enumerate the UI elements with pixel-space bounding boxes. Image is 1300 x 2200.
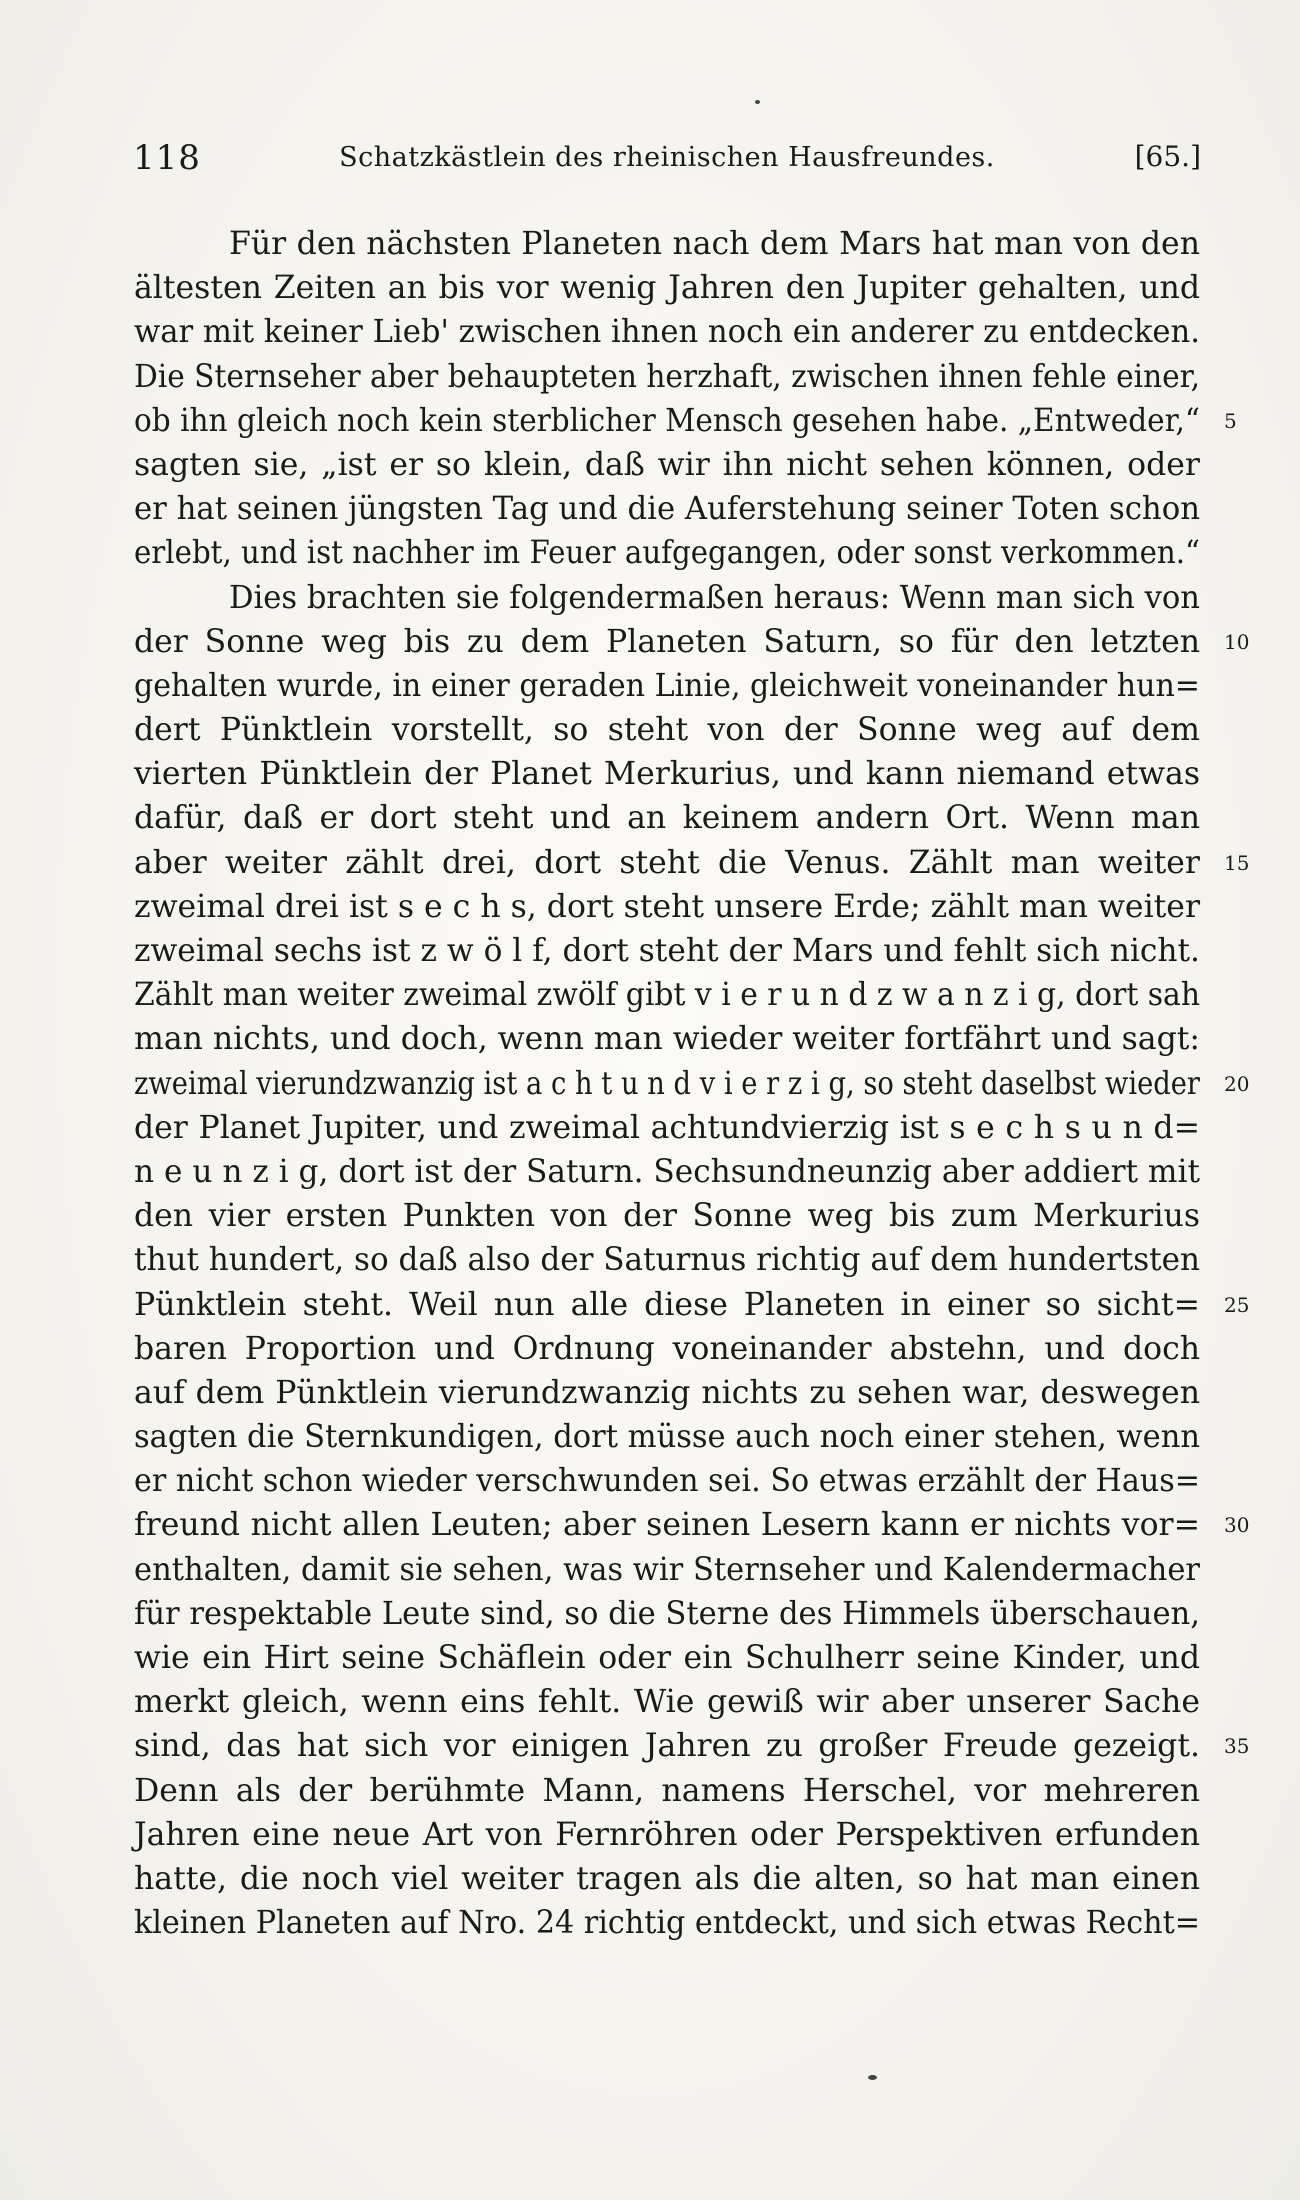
text-line-content: Zählt man weiter zweimal zwölf gibt v i e r u n d z w a n z i g, dort sah <box>134 977 1200 1014</box>
text-line <box>134 620 1250 664</box>
text-line-content: der Planet Jupiter, und zweimal achtundvierzig ist s e c h s u n d= <box>134 1109 1200 1146</box>
text-line-content: hatte, die noch viel weiter tragen als die alten, so hat man einen <box>134 1860 1200 1897</box>
text-line-content: wie ein Hirt seine Schäflein oder ein Schulherr seine Kinder, und <box>134 1640 1200 1676</box>
text-line-content: Denn als der berühmte Mann, namens Herschel, vor mehreren <box>134 1772 1200 1809</box>
line-number: 15 <box>1224 850 1250 875</box>
text-line <box>134 1813 1200 1857</box>
text-line <box>134 1017 1200 1061</box>
line-number: 20 <box>1224 1071 1250 1096</box>
text-line-content: dafür, daß er dort steht und an keinem andern Ort. Wenn man <box>134 800 1200 837</box>
section-reference: [65.] <box>1134 140 1201 173</box>
ink-speck <box>868 2075 877 2080</box>
text-line-content: war mit keiner Lieb' zwischen ihnen noch ein anderer zu entdecken. <box>134 314 1200 351</box>
text-line-content: freund nicht allen Leuten; aber seinen Lesern kann er nichts vor= <box>134 1507 1200 1544</box>
text-line-content: ältesten Zeiten an bis vor wenig Jahren den Jupiter gehalten, und <box>134 270 1200 307</box>
text-line <box>134 708 1200 752</box>
text-line-content: Dies brachten sie folgendermaßen heraus: Wenn man sich von <box>229 579 1200 616</box>
text-line <box>134 222 1200 266</box>
text-line <box>134 355 1200 399</box>
text-line <box>134 1503 1250 1547</box>
text-line <box>134 973 1200 1017</box>
text-line-content: baren Proportion und Ordnung voneinander abstehn, und doch <box>134 1330 1200 1367</box>
text-line-content: Jahren eine neue Art von Fernröhren oder Perspektiven erfunden <box>134 1816 1200 1853</box>
text-line-content: der Sonne weg bis zu dem Planeten Saturn, so für den letzten <box>134 623 1200 660</box>
text-line-content: sagten die Sternkundigen, dort müsse auch noch einer stehen, wenn <box>134 1419 1200 1456</box>
text-line <box>134 1769 1200 1813</box>
text-line <box>134 266 1200 310</box>
text-line-content: zweimal drei ist s e c h s, dort steht unsere Erde; zählt man weiter <box>134 888 1200 925</box>
page-number: 118 <box>133 138 201 178</box>
running-head: Schatzkästlein des rheinischen Hausfreundes. <box>339 142 995 173</box>
text-line-content: zweimal vierundzwanzig ist a c h t u n d v i e r z i g, so steht daselbst wieder <box>134 1065 1200 1102</box>
text-line <box>134 1283 1250 1327</box>
text-line-content: sagten sie, „ist er so klein, daß wir ihn nicht sehen können, oder <box>134 446 1200 483</box>
text-line-content: thut hundert, so daß also der Saturnus richtig auf dem hundertsten <box>134 1242 1200 1279</box>
line-number: 5 <box>1224 408 1237 433</box>
text-line-content: man nichts, und doch, wenn man wieder weiter fortfährt und sagt: <box>134 1021 1200 1058</box>
text-line-content: sind, das hat sich vor einigen Jahren zu großer Freude gezeigt. <box>134 1728 1200 1765</box>
text-line <box>134 487 1200 531</box>
text-line <box>134 1062 1250 1106</box>
text-line <box>134 1415 1200 1459</box>
text-line <box>134 929 1200 973</box>
text-line <box>134 841 1250 885</box>
line-number: 10 <box>1224 629 1250 654</box>
text-line-content: er hat seinen jüngsten Tag und die Auferstehung seiner Toten schon <box>134 491 1200 528</box>
text-line <box>134 1106 1200 1150</box>
text-line-content: ob ihn gleich noch kein sterblicher Mensch gesehen habe. „Entweder,“ <box>134 402 1200 439</box>
line-number: 30 <box>1224 1513 1250 1538</box>
text-line <box>134 399 1237 443</box>
text-line <box>134 1680 1200 1724</box>
text-line-content: dert Pünktlein vorstellt, so steht von der Sonne weg auf dem <box>134 712 1200 749</box>
text-line <box>134 531 1200 575</box>
text-line-content: den vier ersten Punkten von der Sonne weg bis zum Merkurius <box>134 1198 1200 1235</box>
text-line-content: Pünktlein steht. Weil nun alle diese Planeten in einer so sicht= <box>134 1286 1200 1323</box>
text-line <box>134 1238 1200 1282</box>
page-header <box>133 138 1201 188</box>
text-line <box>134 752 1200 796</box>
text-line-content: für respektable Leute sind, so die Sterne des Himmels überschauen, <box>134 1595 1200 1632</box>
line-number: 25 <box>1224 1292 1250 1317</box>
ink-speck <box>755 100 760 104</box>
text-line <box>134 1150 1200 1194</box>
text-line <box>134 1724 1250 1768</box>
text-line <box>134 1592 1200 1636</box>
text-line-content: Für den nächsten Planeten nach dem Mars hat man von den <box>229 226 1200 262</box>
text-line-content: auf dem Pünktlein vierundzwanzig nichts zu sehen war, deswegen <box>134 1374 1200 1411</box>
text-line <box>134 1548 1200 1592</box>
text-line-content: aber weiter zählt drei, dort steht die Venus. Zählt man weiter <box>134 844 1200 881</box>
text-line <box>134 1459 1200 1503</box>
text-line-content: kleinen Planeten auf Nro. 24 richtig entdeckt, und sich etwas Recht= <box>134 1905 1200 1942</box>
text-line <box>134 664 1200 708</box>
text-line-content: n e u n z i g, dort ist der Saturn. Sechsundneunzig aber addiert mit <box>134 1153 1200 1190</box>
text-line-content: zweimal sechs ist z w ö l f, dort steht der Mars und fehlt sich nicht. <box>134 933 1200 969</box>
text-line <box>134 576 1200 620</box>
text-line <box>134 885 1200 929</box>
text-line <box>134 310 1200 354</box>
text-line <box>134 1636 1200 1680</box>
text-line-content: enthalten, damit sie sehen, was wir Sternseher und Kalendermacher <box>134 1551 1200 1588</box>
text-line-content: merkt gleich, wenn eins fehlt. Wie gewiß wir aber unserer Sache <box>134 1684 1200 1721</box>
text-line <box>134 1901 1200 1945</box>
text-line <box>134 1857 1200 1901</box>
text-line <box>134 796 1200 840</box>
text-line-content: Die Sternseher aber behaupteten herzhaft, zwischen ihnen fehle einer, <box>134 358 1200 395</box>
text-line <box>134 1371 1200 1415</box>
body-text <box>134 222 1250 1945</box>
text-line <box>134 1327 1200 1371</box>
text-line <box>134 1194 1200 1238</box>
line-number: 35 <box>1224 1734 1250 1759</box>
text-line-content: gehalten wurde, in einer geraden Linie, gleichweit voneinander hun= <box>134 667 1200 704</box>
text-line-content: vierten Pünktlein der Planet Merkurius, und kann niemand etwas <box>134 756 1200 793</box>
text-line <box>134 443 1200 487</box>
text-line-content: er nicht schon wieder verschwunden sei. So etwas erzählt der Haus= <box>134 1463 1200 1500</box>
text-line-content: erlebt, und ist nachher im Feuer aufgegangen, oder sonst verkommen.“ <box>134 535 1200 572</box>
